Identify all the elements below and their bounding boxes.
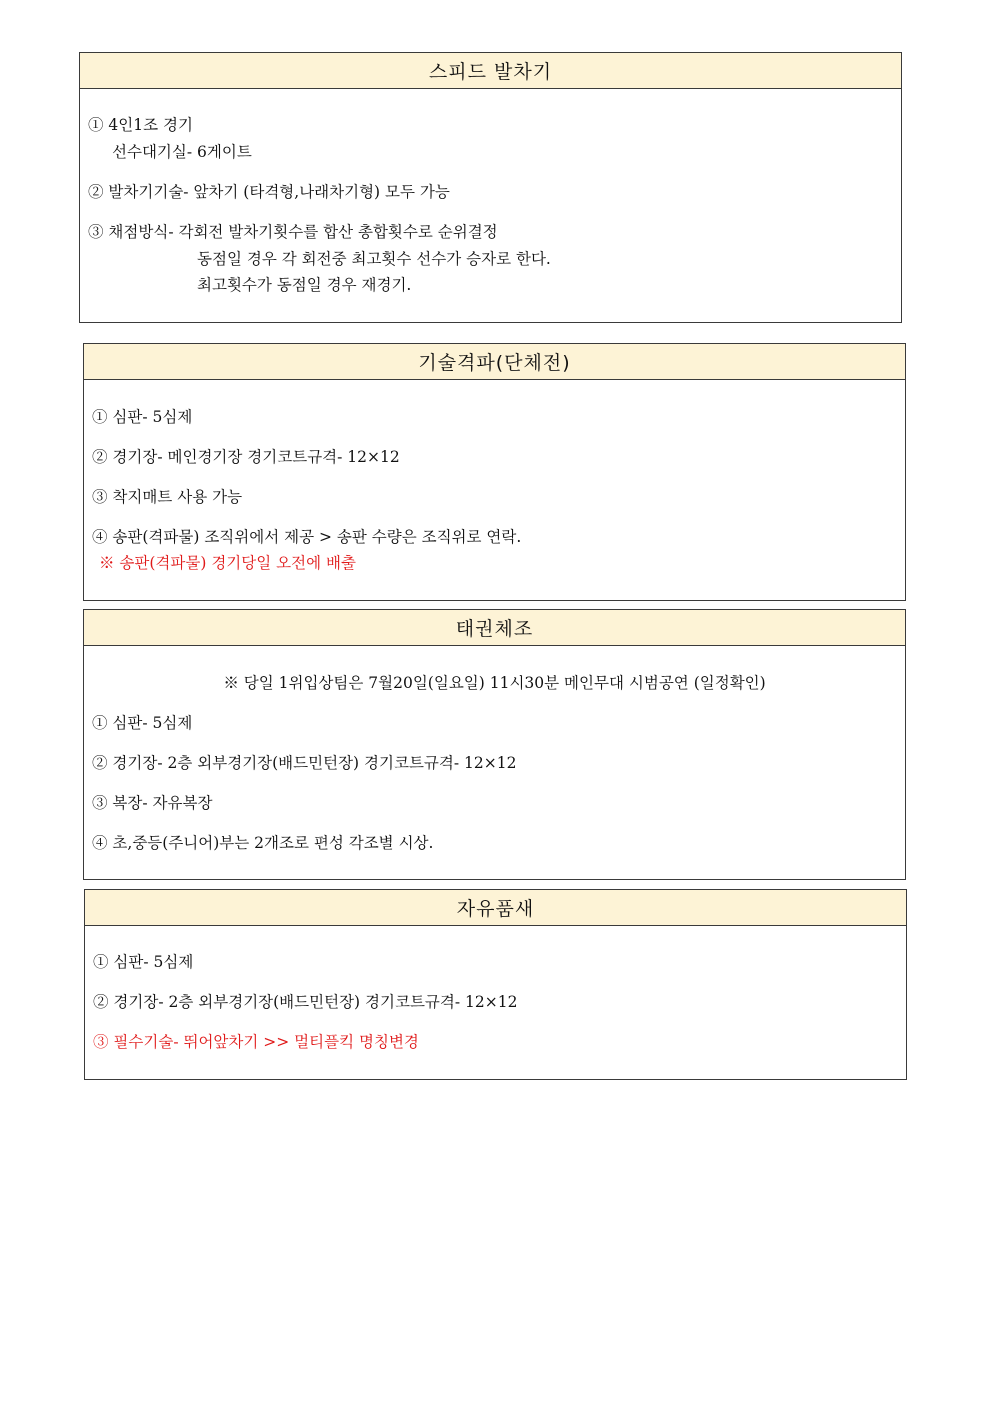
breaking-line-4: ④ 송판(격파물) 조직위에서 제공 > 송판 수량은 조직위로 연락. <box>92 528 522 546</box>
gymnastics-line-3: ③ 복장- 자유복장 <box>92 794 213 812</box>
breaking-line-2: ② 경기장- 메인경기장 경기코트규격- 12×12 <box>92 448 400 466</box>
speed-kick-section <box>79 52 902 323</box>
gymnastics-line-4: ④ 초,중등(주니어)부는 2개조로 편성 각조별 시상. <box>92 834 434 852</box>
freestyle-line-1: ① 심판- 5심제 <box>93 953 194 971</box>
breaking-notice: ※ 송판(격파물) 경기당일 오전에 배출 <box>99 554 356 572</box>
breaking-title: 기술격파(단체전) <box>84 344 905 380</box>
speed-kick-line-1: ① 4인1조 경기 <box>88 116 193 134</box>
gymnastics-line-2: ② 경기장- 2층 외부경기장(배드민턴장) 경기코트규격- 12×12 <box>92 754 517 772</box>
speed-kick-line-2: 선수대기실- 6게이트 <box>112 143 252 161</box>
speed-kick-line-6: 최고횟수가 동점일 경우 재경기. <box>197 276 412 294</box>
gymnastics-section <box>83 609 906 880</box>
freestyle-required-technique: ③ 필수기술- 뛰어앞차기 >> 멀티플킥 명칭변경 <box>93 1033 419 1051</box>
speed-kick-title: 스피드 발차기 <box>80 53 901 89</box>
freestyle-line-2: ② 경기장- 2층 외부경기장(배드민턴장) 경기코트규격- 12×12 <box>93 993 518 1011</box>
freestyle-title: 자유품새 <box>85 890 906 926</box>
speed-kick-line-4: ③ 채점방식- 각회전 발차기횟수를 합산 총합횟수로 순위결정 <box>88 223 498 241</box>
speed-kick-line-3: ② 발차기기술- 앞차기 (타격형,나래차기형) 모두 가능 <box>88 183 450 201</box>
gymnastics-title: 태권체조 <box>84 610 905 646</box>
breaking-section <box>83 343 906 601</box>
gymnastics-notice: ※ 당일 1위입상팀은 7월20일(일요일) 11시30분 메인무대 시범공연 (일정확인) <box>223 674 766 692</box>
gymnastics-line-1: ① 심판- 5심제 <box>92 714 193 732</box>
breaking-line-3: ③ 착지매트 사용 가능 <box>92 488 243 506</box>
breaking-line-1: ① 심판- 5심제 <box>92 408 193 426</box>
freestyle-section <box>84 889 907 1080</box>
speed-kick-line-5: 동점일 경우 각 회전중 최고횟수 선수가 승자로 한다. <box>197 250 551 268</box>
